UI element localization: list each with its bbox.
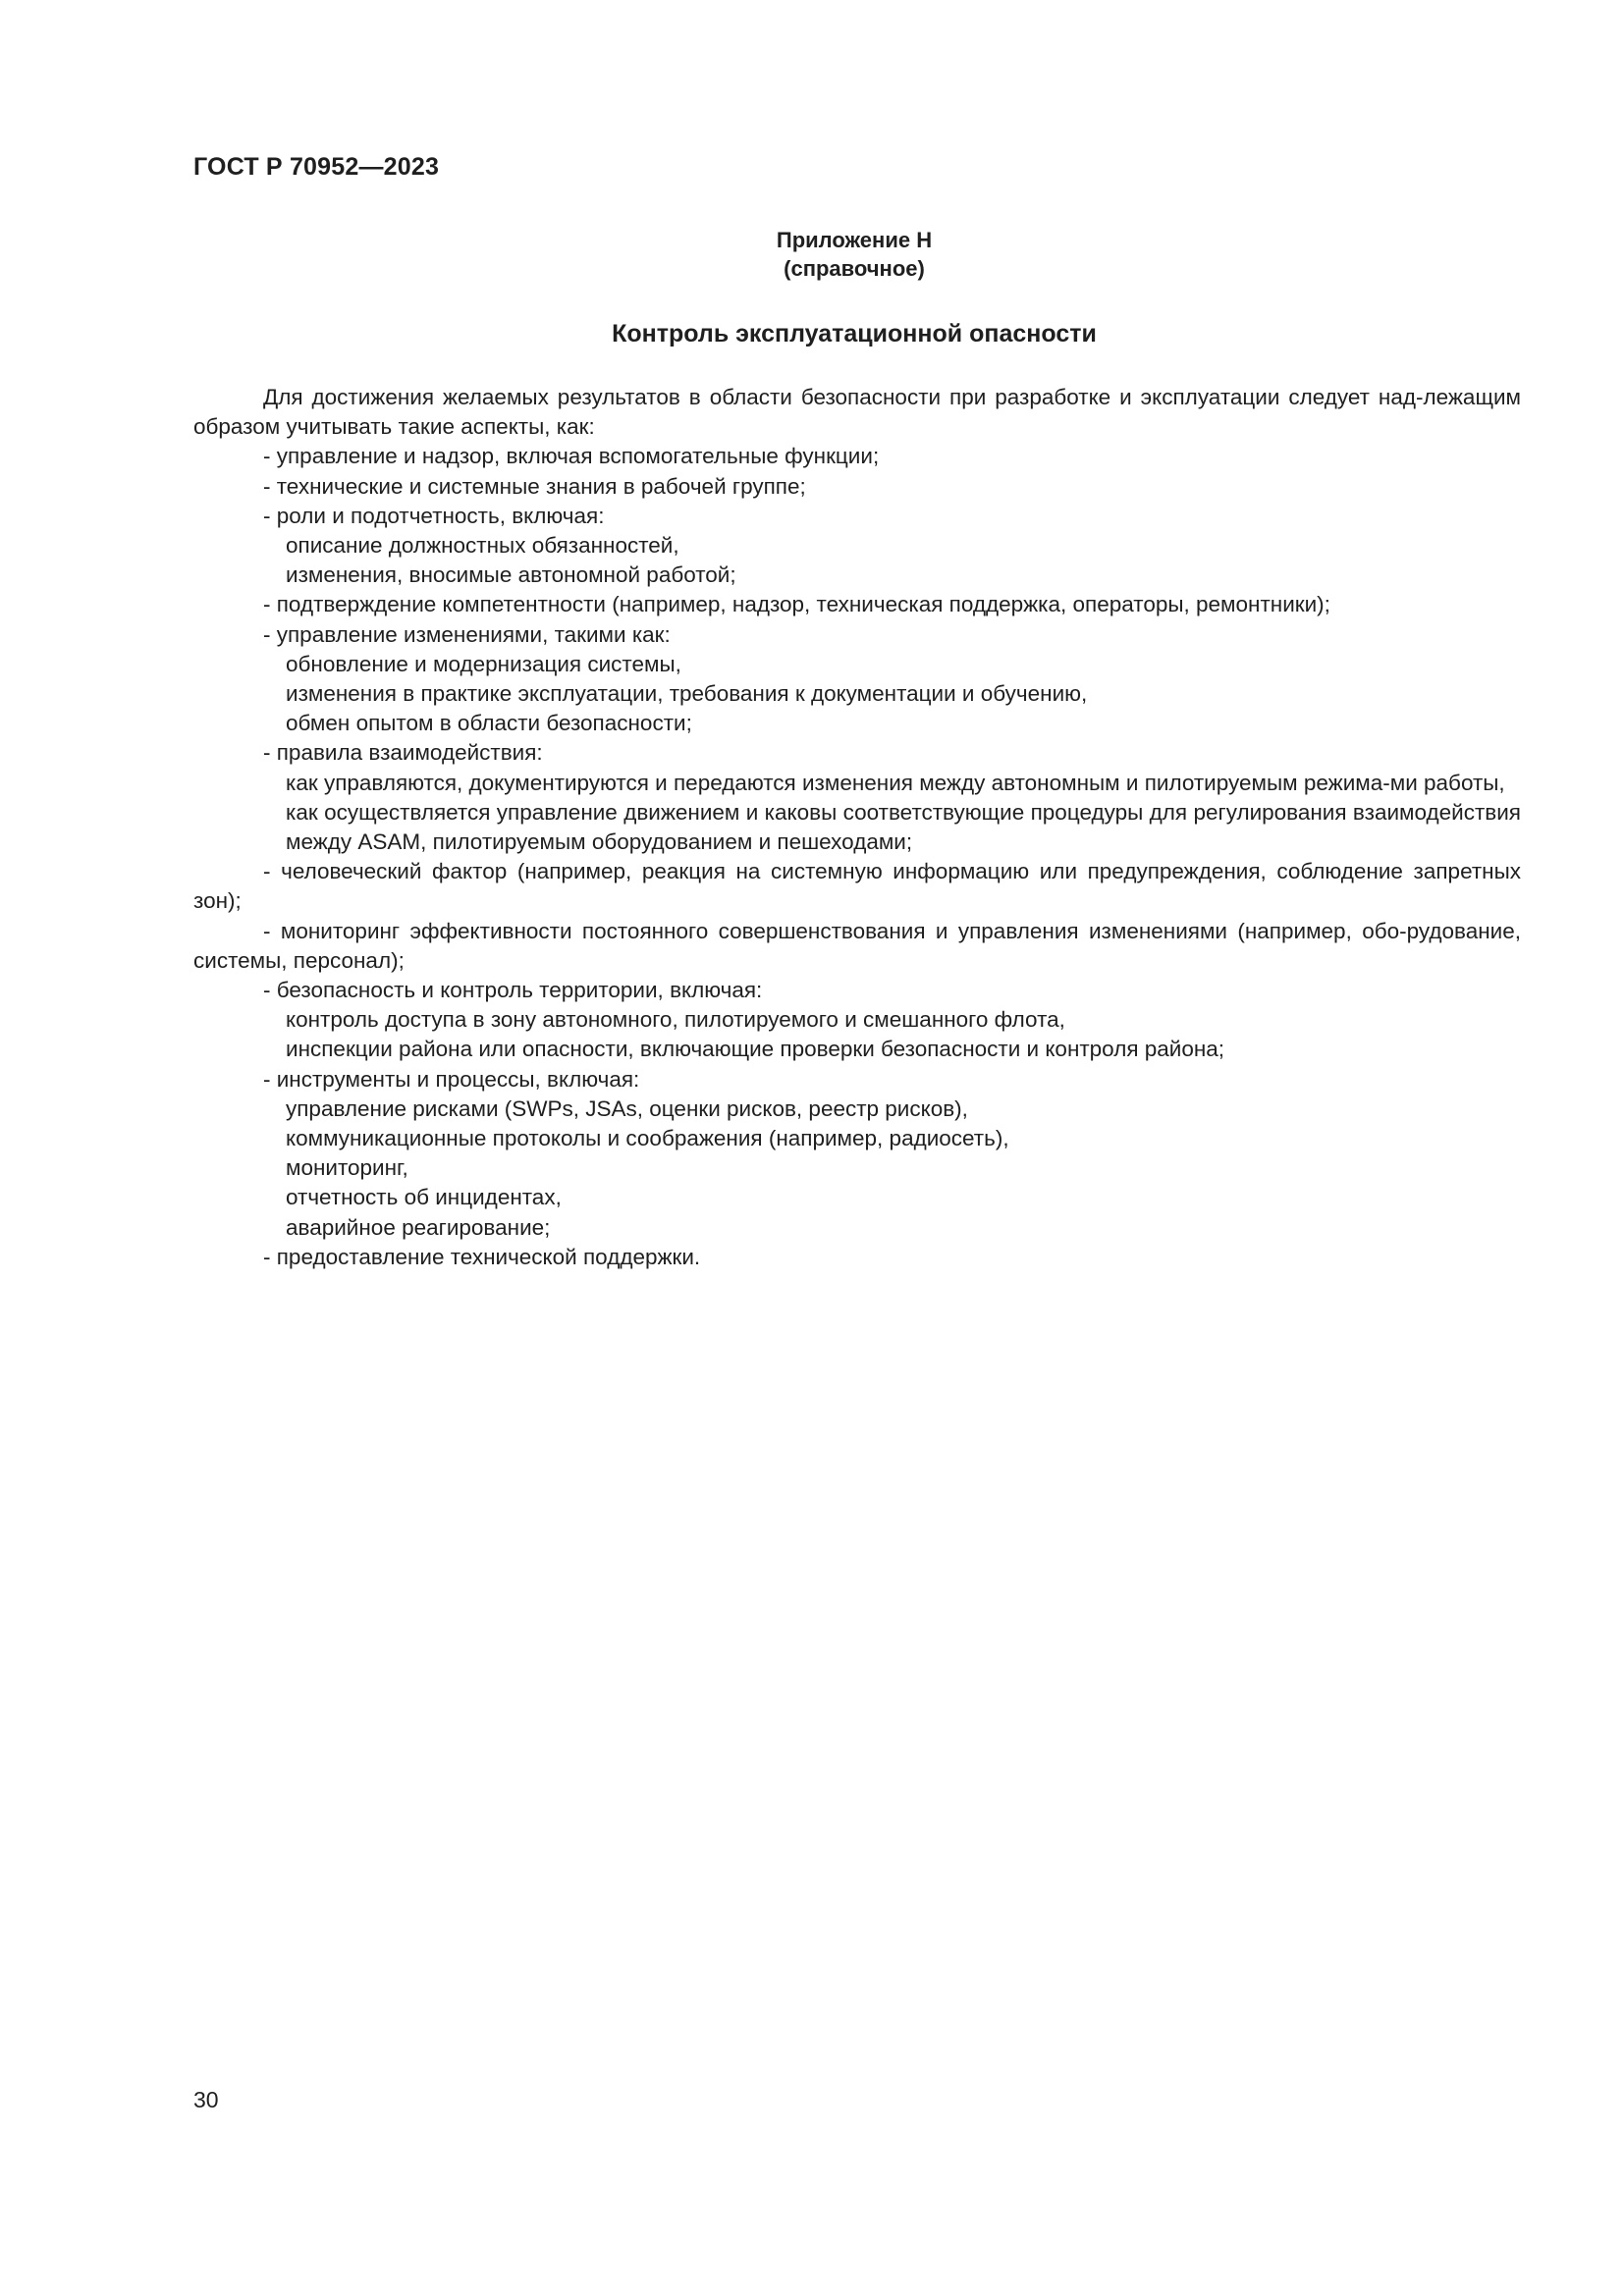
page-number: 30 [193, 2087, 219, 2112]
intro-paragraph: Для достижения желаемых результатов в области безопасности при разработке и эксплуатации следует над-лежащим образом учитывать такие аспекты, как: [193, 385, 1521, 440]
list-item: - человеческий фактор (например, реакция на системную информацию или предупреждения, соблюдение запретных зон); [193, 859, 1521, 914]
sub-list-item: как осуществляется управление движением и каковы соответствующие процедуры для регулирования взаимодействия между ASAM, пилотируемым оборудованием и пешеходами; [286, 799, 1521, 855]
list-item: - роли и подотчетность, включая: [263, 503, 605, 528]
sub-list-item: изменения в практике эксплуатации, требования к документации и обучению, [286, 681, 1088, 707]
sub-list-item: инспекции района или опасности, включающие проверки безопасности и контроля района; [286, 1037, 1225, 1062]
list-item: - подтверждение компетентности (например, надзор, техническая поддержка, операторы, ремонтники); [263, 592, 1330, 617]
section-title: Контроль эксплуатационной опасности [612, 320, 1097, 347]
sub-list-item: обмен опытом в области безопасности; [286, 711, 692, 736]
list-item: - управление изменениями, такими как: [263, 621, 671, 647]
sub-list-item: обновление и модернизация системы, [286, 651, 681, 676]
list-item: - инструменты и процессы, включая: [263, 1066, 640, 1092]
sub-list-item: коммуникационные протоколы и соображения (например, радиосеть), [286, 1126, 1009, 1151]
list-item: - правила взаимодействия: [263, 740, 543, 766]
annex-title: Приложение Н [776, 228, 933, 252]
list-item: - предоставление технической поддержки. [263, 1244, 701, 1269]
sub-list-item: описание должностных обязанностей, [286, 533, 679, 559]
body-text [193, 383, 1521, 1272]
sub-list-item: изменения, вносимые автономной работой; [286, 562, 736, 588]
sub-list-item: аварийное реагирование; [286, 1214, 551, 1240]
sub-list-item: контроль доступа в зону автономного, пилотируемого и смешанного флота, [286, 1007, 1065, 1033]
list-item: - управление и надзор, включая вспомогательные функции; [263, 444, 880, 469]
sub-list-item: как управляются, документируются и передаются изменения между автономным и пилотируемым режима-ми работы, [286, 770, 1505, 795]
sub-list-item: мониторинг, [286, 1155, 408, 1181]
list-item: - технические и системные знания в рабочей группе; [263, 473, 806, 499]
annex-heading [0, 226, 1624, 283]
annex-type: (справочное) [784, 256, 925, 281]
sub-list-item: отчетность об инцидентах, [286, 1185, 562, 1210]
list-item: - мониторинг эффективности постоянного совершенствования и управления изменениями (например, обо-рудование, системы, персонал); [193, 918, 1521, 973]
document-code: ГОСТ Р 70952—2023 [193, 153, 440, 181]
list-item: - безопасность и контроль территории, включая: [263, 978, 763, 1003]
sub-list-item: управление рисками (SWPs, JSAs, оценки рисков, реестр рисков), [286, 1095, 968, 1121]
